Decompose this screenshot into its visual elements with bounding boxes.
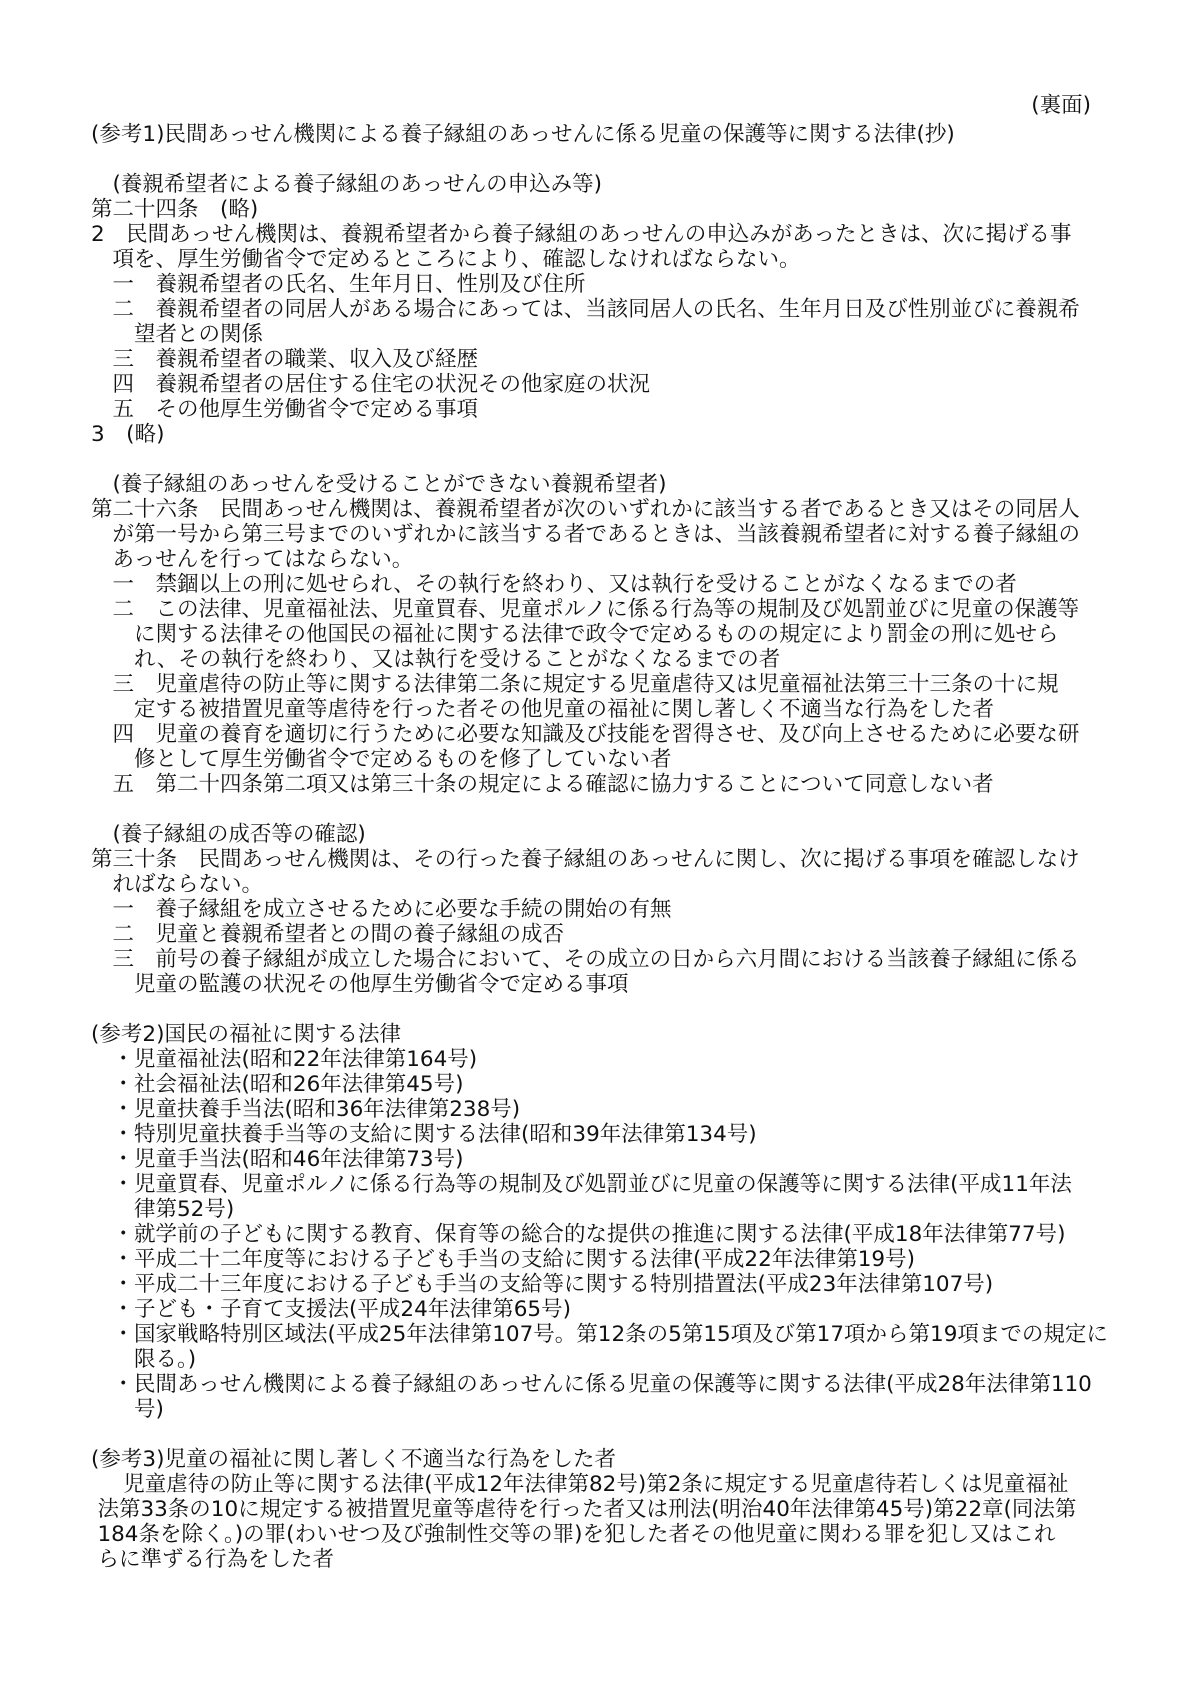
list-item: ・特別児童扶養手当等の支給に関する法律(昭和39年法律第134号) (112, 1122, 757, 1147)
text-line: に関する法律その他国民の福祉に関する法律で政令で定めるものの規定により罰金の刑に処せら (134, 622, 1059, 647)
article-heading: (養親希望者による養子縁組のあっせんの申込み等) (112, 172, 603, 197)
article-heading: (養子縁組のあっせんを受けることができない養親希望者) (112, 472, 667, 497)
list-item: 二 この法律、児童福祉法、児童買春、児童ポルノに係る行為等の規制及び処罰並びに児童の保護等 (112, 597, 1080, 622)
text-line: 第三十条 民間あっせん機関は、その行った養子縁組のあっせんに関し、次に掲げる事項を確認しなけ (91, 847, 1080, 872)
text-line: らに準ずる行為をした者 (97, 1547, 334, 1572)
list-item: 五 第二十四条第二項又は第三十条の規定による確認に協力することについて同意しない者 (112, 772, 994, 797)
text-line: 法第33条の10に規定する被措置児童等虐待を行った者又は刑法(明治40年法律第45号)第22章(同法第 (97, 1497, 1077, 1522)
text-line: ればならない。 (112, 872, 264, 897)
list-item: 四 児童の養育を適切に行うために必要な知識及び技能を習得させ、及び向上させるために必要な研 (112, 722, 1080, 747)
text-line: 第二十六条 民間あっせん機関は、養親希望者が次のいずれかに該当する者であるとき又はその同居人 (91, 497, 1080, 522)
article-24 (91, 172, 1091, 447)
text-line: 3 (略) (91, 422, 165, 447)
list-item: ・平成二十三年度における子ども手当の支給等に関する特別措置法(平成23年法律第107号) (112, 1272, 994, 1297)
list-item: ・民間あっせん機関による養子縁組のあっせんに係る児童の保護等に関する法律(平成28年法律第110 (112, 1372, 1092, 1397)
text-line: 限る。) (134, 1347, 197, 1372)
ref3-title: (参考3)児童の福祉に関し著しく不適当な行為をした者 (91, 1447, 616, 1472)
reference-2 (91, 1022, 1108, 1422)
text-line: 修として厚生労働省令で定めるものを修了していない者 (134, 747, 672, 772)
list-item: ・子ども・子育て支援法(平成24年法律第65号) (112, 1297, 571, 1322)
ref2-title: (参考2)国民の福祉に関する法律 (91, 1022, 401, 1047)
list-item: 三 養親希望者の職業、収入及び経歴 (112, 347, 479, 372)
list-item: ・児童買春、児童ポルノに係る行為等の規制及び処罰並びに児童の保護等に関する法律(平成11年法 (112, 1172, 1072, 1197)
list-item: 二 児童と養親希望者との間の養子縁組の成否 (112, 922, 565, 947)
list-item: 五 その他厚生労働省令で定める事項 (112, 397, 479, 422)
list-item: 一 養子縁組を成立させるために必要な手続の開始の有無 (112, 897, 672, 922)
text-line: 第二十四条 (略) (91, 197, 259, 222)
text-line: 号) (134, 1397, 164, 1422)
article-30 (91, 822, 1091, 997)
text-line: 項を、厚生労働省令で定めるところにより、確認しなければならない。 (112, 247, 801, 272)
list-item: ・児童手当法(昭和46年法律第73号) (112, 1147, 464, 1172)
text-line: れ、その執行を終わり、又は執行を受けることがなくなるまでの者 (134, 647, 781, 672)
list-item: ・就学前の子どもに関する教育、保育等の総合的な提供の推進に関する法律(平成18年法律第77号) (112, 1222, 1066, 1247)
text-line: 児童虐待の防止等に関する法律(平成12年法律第82号)第2条に規定する児童虐待若しくは児童福祉 (123, 1472, 1069, 1497)
text-line: 184条を除く。)の罪(わいせつ及び強制性交等の罪)を犯した者その他児童に関わる罪を犯し又はこれ (97, 1522, 1056, 1547)
reference-3 (91, 1447, 1091, 1572)
reverse-side-label: (裏面) (1031, 93, 1091, 118)
list-item: ・平成二十二年度等における子ども手当の支給に関する法律(平成22年法律第19号) (112, 1247, 915, 1272)
list-item: 一 禁錮以上の刑に処せられ、その執行を終わり、又は執行を受けることがなくなるまでの者 (112, 572, 1017, 597)
list-item: 四 養親希望者の居住する住宅の状況その他家庭の状況 (112, 372, 651, 397)
list-item: ・社会福祉法(昭和26年法律第45号) (112, 1072, 464, 1097)
text-line: あっせんを行ってはならない。 (112, 547, 414, 572)
text-line: 定する被措置児童等虐待を行った者その他児童の福祉に関し著しく不適当な行為をした者 (134, 697, 995, 722)
text-line: 律第52号) (134, 1197, 235, 1222)
article-26 (91, 472, 1091, 797)
text-line: が第一号から第三号までのいずれかに該当する者であるときは、当該養親希望者に対する養子縁組の (112, 522, 1081, 547)
list-item: 三 児童虐待の防止等に関する法律第二条に規定する児童虐待又は児童福祉法第三十三条の十に規 (112, 672, 1059, 697)
list-item: 二 養親希望者の同居人がある場合にあっては、当該同居人の氏名、生年月日及び性別並びに養親希 (112, 297, 1080, 322)
list-item: ・国家戦略特別区域法(平成25年法律第107号。第12条の5第15項及び第17項から第19項までの規定に (112, 1322, 1108, 1347)
text-line: 児童の監護の状況その他厚生労働省令で定める事項 (134, 972, 629, 997)
ref1-title: (参考1)民間あっせん機関による養子縁組のあっせんに係る児童の保護等に関する法律(抄) (91, 122, 955, 147)
list-item: ・児童福祉法(昭和22年法律第164号) (112, 1047, 478, 1072)
list-item: ・児童扶養手当法(昭和36年法律第238号) (112, 1097, 521, 1122)
list-item: 一 養親希望者の氏名、生年月日、性別及び住所 (112, 272, 586, 297)
document-page (91, 93, 1108, 1572)
text-line: 望者との関係 (134, 322, 264, 347)
article-heading: (養子縁組の成否等の確認) (112, 822, 366, 847)
list-item: 三 前号の養子縁組が成立した場合において、その成立の日から六月間における当該養子縁組に係る (112, 947, 1080, 972)
text-line: 2 民間あっせん機関は、養親希望者から養子縁組のあっせんの申込みがあったときは、次に掲げる事 (91, 222, 1072, 247)
